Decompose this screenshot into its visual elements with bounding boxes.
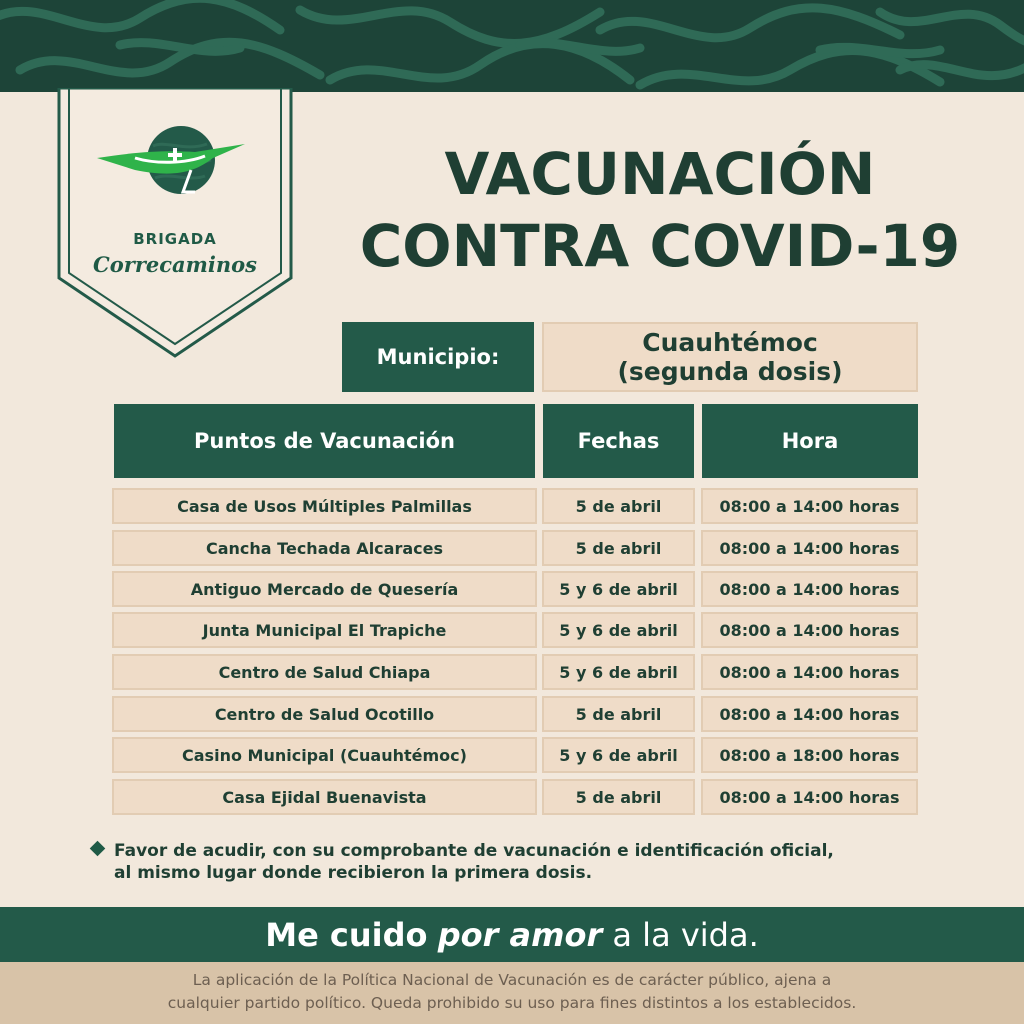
disclaimer: [0, 962, 1024, 1024]
row-fecha: 5 y 6 de abril: [542, 654, 695, 690]
row-fecha: 5 de abril: [542, 530, 695, 566]
header-puntos: Puntos de Vacunación: [114, 404, 535, 478]
row-hora: 08:00 a 18:00 horas: [701, 737, 918, 773]
row-punto: Casino Municipal (Cuauhtémoc): [112, 737, 537, 773]
slogan-bar: [0, 907, 1024, 962]
row-hora: 08:00 a 14:00 horas: [701, 696, 918, 732]
instruction-line-2: al mismo lugar donde recibieron la primera dosis.: [114, 863, 593, 883]
slogan-part-1: Me cuido: [265, 915, 428, 954]
row-fecha: 5 y 6 de abril: [542, 612, 695, 648]
municipio-value-line-1: Cuauhtémoc: [642, 328, 818, 357]
municipio-value: [542, 322, 918, 392]
row-punto: Centro de Salud Chiapa: [112, 654, 537, 690]
instruction-line-1: Favor de acudir, con su comprobante de vacunación e identificación oficial,: [114, 841, 834, 861]
row-punto: Casa de Usos Múltiples Palmillas: [112, 488, 537, 524]
row-fecha: 5 y 6 de abril: [542, 571, 695, 607]
municipio-value-line-2: (segunda dosis): [617, 357, 843, 386]
brigada-label: BRIGADA: [133, 230, 217, 248]
row-fecha: 5 de abril: [542, 696, 695, 732]
decorative-banner: [0, 0, 1024, 92]
row-punto: Antiguo Mercado de Quesería: [112, 571, 537, 607]
slogan-part-3: a la vida.: [612, 915, 759, 954]
header-fechas: Fechas: [543, 404, 694, 478]
row-punto: Centro de Salud Ocotillo: [112, 696, 537, 732]
slogan-part-2: por amor: [437, 915, 603, 954]
disclaimer-line-1: La aplicación de la Política Nacional de Vacunación es de carácter público, ajena a: [192, 971, 832, 989]
brigada-emblem: [57, 88, 293, 358]
diamond-bullet-icon: [90, 841, 106, 857]
row-hora: 08:00 a 14:00 horas: [701, 571, 918, 607]
row-hora: 08:00 a 14:00 horas: [701, 654, 918, 690]
row-punto: Casa Ejidal Buenavista: [112, 779, 537, 815]
row-fecha: 5 de abril: [542, 488, 695, 524]
roadrunner-bird-icon: [95, 122, 255, 212]
title-line-2: CONTRA COVID-19: [359, 212, 961, 280]
row-punto: Junta Municipal El Trapiche: [112, 612, 537, 648]
title-line-1: VACUNACIÓN: [444, 140, 876, 208]
header-hora: Hora: [702, 404, 918, 478]
municipio-label: Municipio:: [342, 322, 534, 392]
row-hora: 08:00 a 14:00 horas: [701, 612, 918, 648]
brigada-name: Correcaminos: [93, 252, 257, 277]
row-fecha: 5 y 6 de abril: [542, 737, 695, 773]
row-fecha: 5 de abril: [542, 779, 695, 815]
page-title: [330, 138, 990, 282]
instruction-text: [114, 840, 974, 884]
row-hora: 08:00 a 14:00 horas: [701, 779, 918, 815]
row-hora: 08:00 a 14:00 horas: [701, 530, 918, 566]
disclaimer-line-2: cualquier partido político. Queda prohibido su uso para fines distintos a los establecidos.: [167, 994, 857, 1012]
row-hora: 08:00 a 14:00 horas: [701, 488, 918, 524]
row-punto: Cancha Techada Alcaraces: [112, 530, 537, 566]
